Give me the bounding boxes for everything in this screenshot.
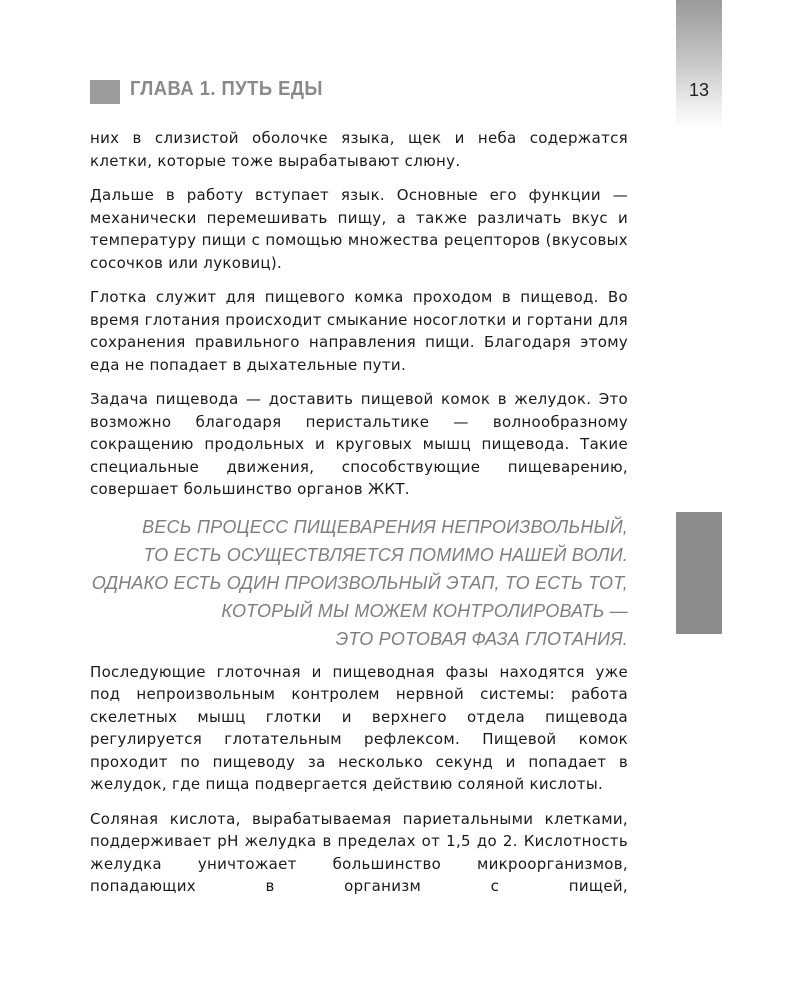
paragraph-4: Задача пищевода — доставить пищевой комок в желудок. Это возможно благодаря перистальтике — волнообразному сокращению продольных и круговых мышц пищевода. Такие специальные движения, способствующие пищеварению, совершает большинство органов ЖКТ. [90,390,628,498]
quote-line-1: ВЕСЬ ПРОЦЕСС ПИЩЕВАРЕНИЯ НЕПРОИЗВОЛЬНЫЙ, [142,516,628,537]
chapter-title: ГЛАВА 1. ПУТЬ ЕДЫ [130,78,323,100]
pull-quote [90,513,628,653]
page-number: 13 [688,80,710,100]
paragraph-5: Последующие глоточная и пищеводная фазы находятся уже под непроизвольным контролем нервной системы: работа скелетных мышц глотки и верхнего отдела пищевода регулируется глотательным рефлексом. Пищевой комок проходит по пищеводу за несколько секунд и попадает в желудок, где пища подвергается действию соляной кислоты. [90,662,628,793]
paragraph-1: них в слизистой оболочке языка, щек и неба содержатся клетки, которые тоже вырабатывают слюну. [90,129,628,170]
paragraph-2: Дальше в работу вступает язык. Основные его функции — механически перемешивать пищу, а также различать вкус и температуру пищи с помощью множества рецепторов (вкусовых сосочков или луковиц). [90,186,628,272]
body-text [90,127,628,910]
page-corner-tab [676,0,722,130]
quote-line-3: ОДНАКО ЕСТЬ ОДИН ПРОИЗВОЛЬНЫЙ ЭТАП, ТО ЕСТЬ ТОТ, [91,572,628,593]
quote-line-5: ЭТО РОТОВАЯ ФАЗА ГЛОТАНИЯ. [335,628,628,649]
paragraph-6: Соляная кислота, вырабатываемая париетальными клетками, поддерживает pH желудка в пределах от 1,5 до 2. Кислотность желудка уничтожает большинство микроорганизмов, попадающих в организм с пищей, [90,809,628,895]
paragraph-3: Глотка служит для пищевого комка проходом в пищевод. Во время глотания происходит смыкание носоглотки и гортани для сохранения правильного направления пищи. Благодаря этому еда не попадает в дыхательные пути. [90,288,628,374]
quote-line-4: КОТОРЫЙ МЫ МОЖЕМ КОНТРОЛИРОВАТЬ — [221,600,628,621]
side-thumb-block [676,512,722,634]
chapter-marker-block [90,80,120,104]
quote-line-2: ТО ЕСТЬ ОСУЩЕСТВЛЯЕТСЯ ПОМИМО НАШЕЙ ВОЛИ. [143,544,628,565]
